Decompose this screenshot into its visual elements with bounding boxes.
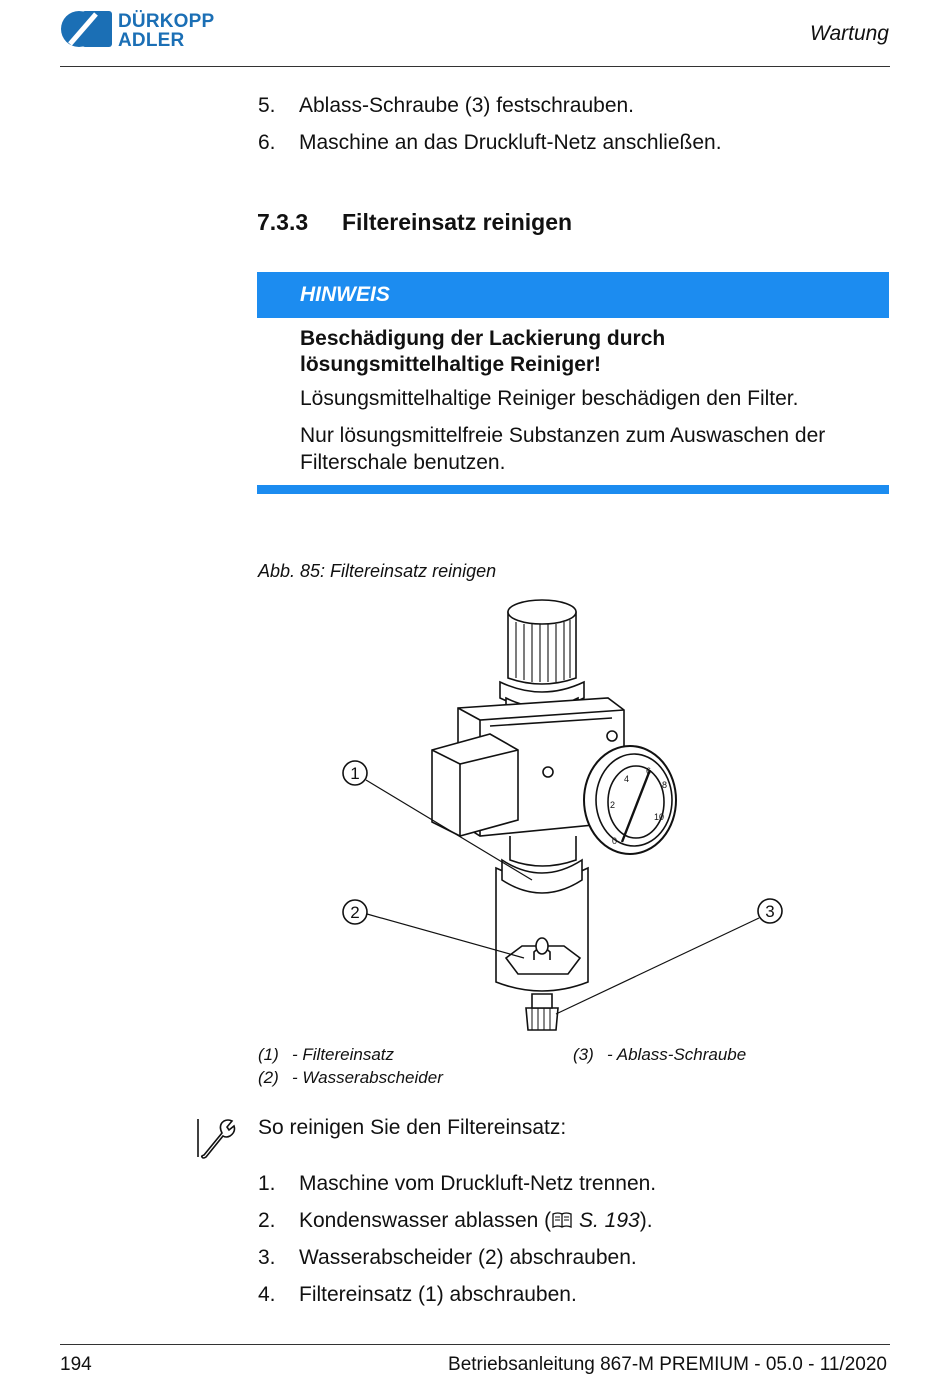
legend-item [258,1066,443,1089]
brand-line1: DÜRKOPP [118,11,215,32]
step-text [299,1202,653,1239]
section-title: Wartung [810,22,889,45]
legend-text: - Filtereinsatz [292,1045,395,1064]
step-number: 4. [258,1283,276,1306]
callout-3 [556,899,782,1014]
pressure-gauge [584,746,676,854]
filter-bowl [496,836,588,1030]
step-text: Ablass-Schraube (3) festschrauben. [299,94,635,117]
gauge-tick-6: 6 [646,766,652,776]
notice-bottom-bar [257,485,889,494]
notice-paragraph-1: Lösungsmittelhaltige Reiniger beschädigen den Filter. [300,387,799,410]
step-text-after: ). [639,1209,653,1232]
step-number: 3. [258,1246,276,1269]
heading-number: 7.3.3 [257,209,309,235]
step-number: 5. [258,94,276,117]
legend-item [573,1043,746,1066]
notice-body [300,326,880,476]
legend-number: (3) [573,1045,594,1064]
page-reference-link[interactable]: S. 193 [579,1209,640,1232]
duerkopp-adler-logo [60,8,240,52]
step-number: 2. [258,1209,276,1232]
footer-document-title: Betriebsanleitung 867-M PREMIUM - 05.0 - 11/2020 [448,1354,887,1375]
step-number: 6. [258,131,276,154]
section-heading [257,209,572,236]
notice-label: HINWEIS [300,283,390,306]
gauge-tick-2: 2 [610,800,616,810]
callout-2-label: 2 [350,903,360,922]
notice-warning-line1: Beschädigung der Lackierung durch [300,327,666,350]
callout-3-label: 3 [765,902,775,921]
step-text: Maschine vom Druckluft-Netz trennen. [299,1172,657,1195]
instructions-intro: So reinigen Sie den Filtereinsatz: [258,1116,567,1139]
gauge-tick-10: 10 [654,812,665,822]
step-text: Filtereinsatz (1) abschrauben. [299,1283,577,1306]
adjustment-knob [500,600,584,717]
footer-divider [60,1344,890,1345]
gauge-tick-4: 4 [624,774,630,784]
gauge-tick-8: 8 [662,780,668,790]
legend-number: (1) [258,1045,279,1064]
wrench-icon [196,1117,236,1161]
notice-paragraph-2-line1: Nur lösungsmittelfreie Substanzen zum Auswaschen der [300,424,826,447]
step-text-before: Kondenswasser ablassen ( [299,1209,552,1232]
notice-paragraph-2-line2: Filterschale benutzen. [300,451,506,474]
legend-number: (2) [258,1068,279,1087]
step-number: 1. [258,1172,276,1195]
gauge-tick-0: 0 [612,836,618,846]
logo-mark-icon [60,10,112,48]
header-divider [60,66,890,67]
page-number: 194 [60,1354,92,1375]
figure-caption: Abb. 85: Filtereinsatz reinigen [258,561,497,581]
book-reference-icon [551,1211,573,1229]
legend-item [258,1043,394,1066]
heading-title: Filtereinsatz reinigen [342,209,573,235]
callout-1-label: 1 [350,764,360,783]
notice-header-bar [257,272,889,318]
legend-text: - Wasserabscheider [292,1068,443,1087]
filter-regulator-illustration [320,590,800,1040]
step-text: Wasserabscheider (2) abschrauben. [299,1246,637,1269]
legend-text: - Ablass-Schraube [607,1045,747,1064]
step-text: Maschine an das Druckluft-Netz anschließen. [299,131,722,154]
notice-warning-line2: lösungsmittelhaltige Reiniger! [300,353,602,376]
brand-line2: ADLER [118,30,185,51]
